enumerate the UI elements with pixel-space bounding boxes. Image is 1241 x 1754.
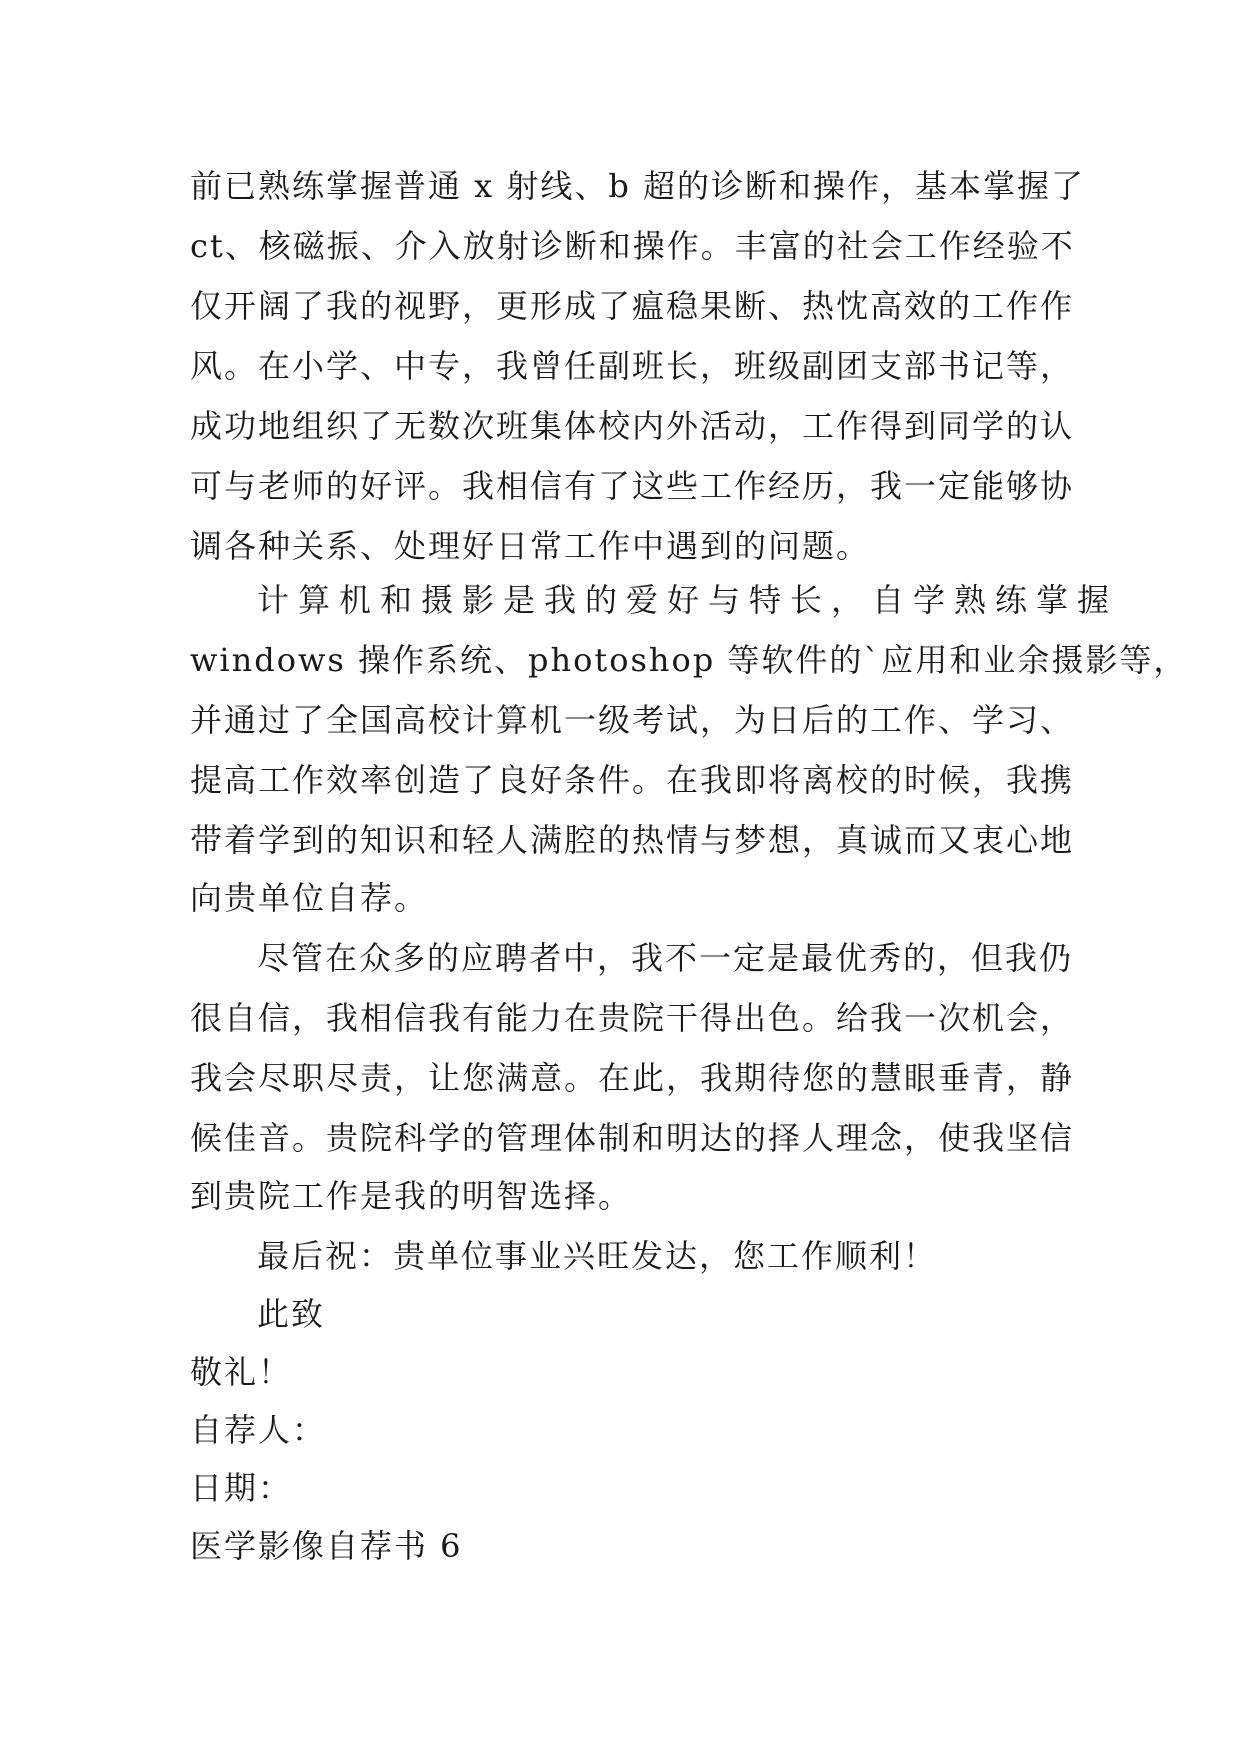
- date-label: 日期：: [190, 1469, 293, 1507]
- salutation-jingli: 敬礼！: [190, 1353, 293, 1391]
- paragraph-2-line-1: 计算机和摄影是我的爱好与特长，自学熟练掌握: [257, 581, 1119, 619]
- paragraph-3-line-4: 候佳音。贵院科学的管理体制和明达的择人理念，使我坚信: [190, 1119, 1075, 1157]
- paragraph-3-line-1: 尽管在众多的应聘者中，我不一定是最优秀的，但我仍: [257, 939, 1074, 977]
- paragraph-2-line-3: 并通过了全国高校计算机一级考试，为日后的工作、学习、: [190, 701, 1075, 739]
- paragraph-1-line-5: 成功地组织了无数次班集体校内外活动，工作得到同学的认: [190, 407, 1075, 445]
- paragraph-2-line-2: windows 操作系统、photoshop 等软件的`应用和业余摄影等，: [190, 641, 1188, 679]
- paragraph-1-line-1: 前已熟练掌握普通 x 射线、b 超的诊断和操作，基本掌握了: [190, 167, 1086, 205]
- next-document-title: 医学影像自荐书 6: [190, 1527, 463, 1565]
- paragraph-3-line-2: 很自信，我相信我有能力在贵院干得出色。给我一次机会，: [190, 999, 1075, 1037]
- paragraph-2-line-4: 提高工作效率创造了良好条件。在我即将离校的时候，我携: [190, 761, 1075, 799]
- paragraph-1-line-7: 调各种关系、处理好日常工作中遇到的问题。: [190, 527, 871, 565]
- paragraph-3-line-5: 到贵院工作是我的明智选择。: [190, 1177, 633, 1215]
- paragraph-2-line-6: 向贵单位自荐。: [190, 879, 429, 917]
- signer-label: 自荐人：: [190, 1411, 327, 1449]
- paragraph-3-line-3: 我会尽职尽责，让您满意。在此，我期待您的慧眼垂青，静: [190, 1059, 1075, 1097]
- closing-wish: 最后祝：贵单位事业兴旺发达，您工作顺利！: [257, 1237, 938, 1275]
- paragraph-1-line-6: 可与老师的好评。我相信有了这些工作经历，我一定能够协: [190, 467, 1075, 505]
- paragraph-1-line-2: ct、核磁振、介入放射诊断和操作。丰富的社会工作经验不: [190, 227, 1075, 265]
- paragraph-1-line-4: 风。在小学、中专，我曾任副班长，班级副团支部书记等，: [190, 347, 1075, 385]
- paragraph-1-line-3: 仅开阔了我的视野，更形成了瘟稳果断、热忱高效的工作作: [190, 287, 1075, 325]
- salutation-cizhi: 此致: [257, 1295, 326, 1333]
- paragraph-2-line-5: 带着学到的知识和轻人满腔的热情与梦想，真诚而又衷心地: [190, 821, 1075, 859]
